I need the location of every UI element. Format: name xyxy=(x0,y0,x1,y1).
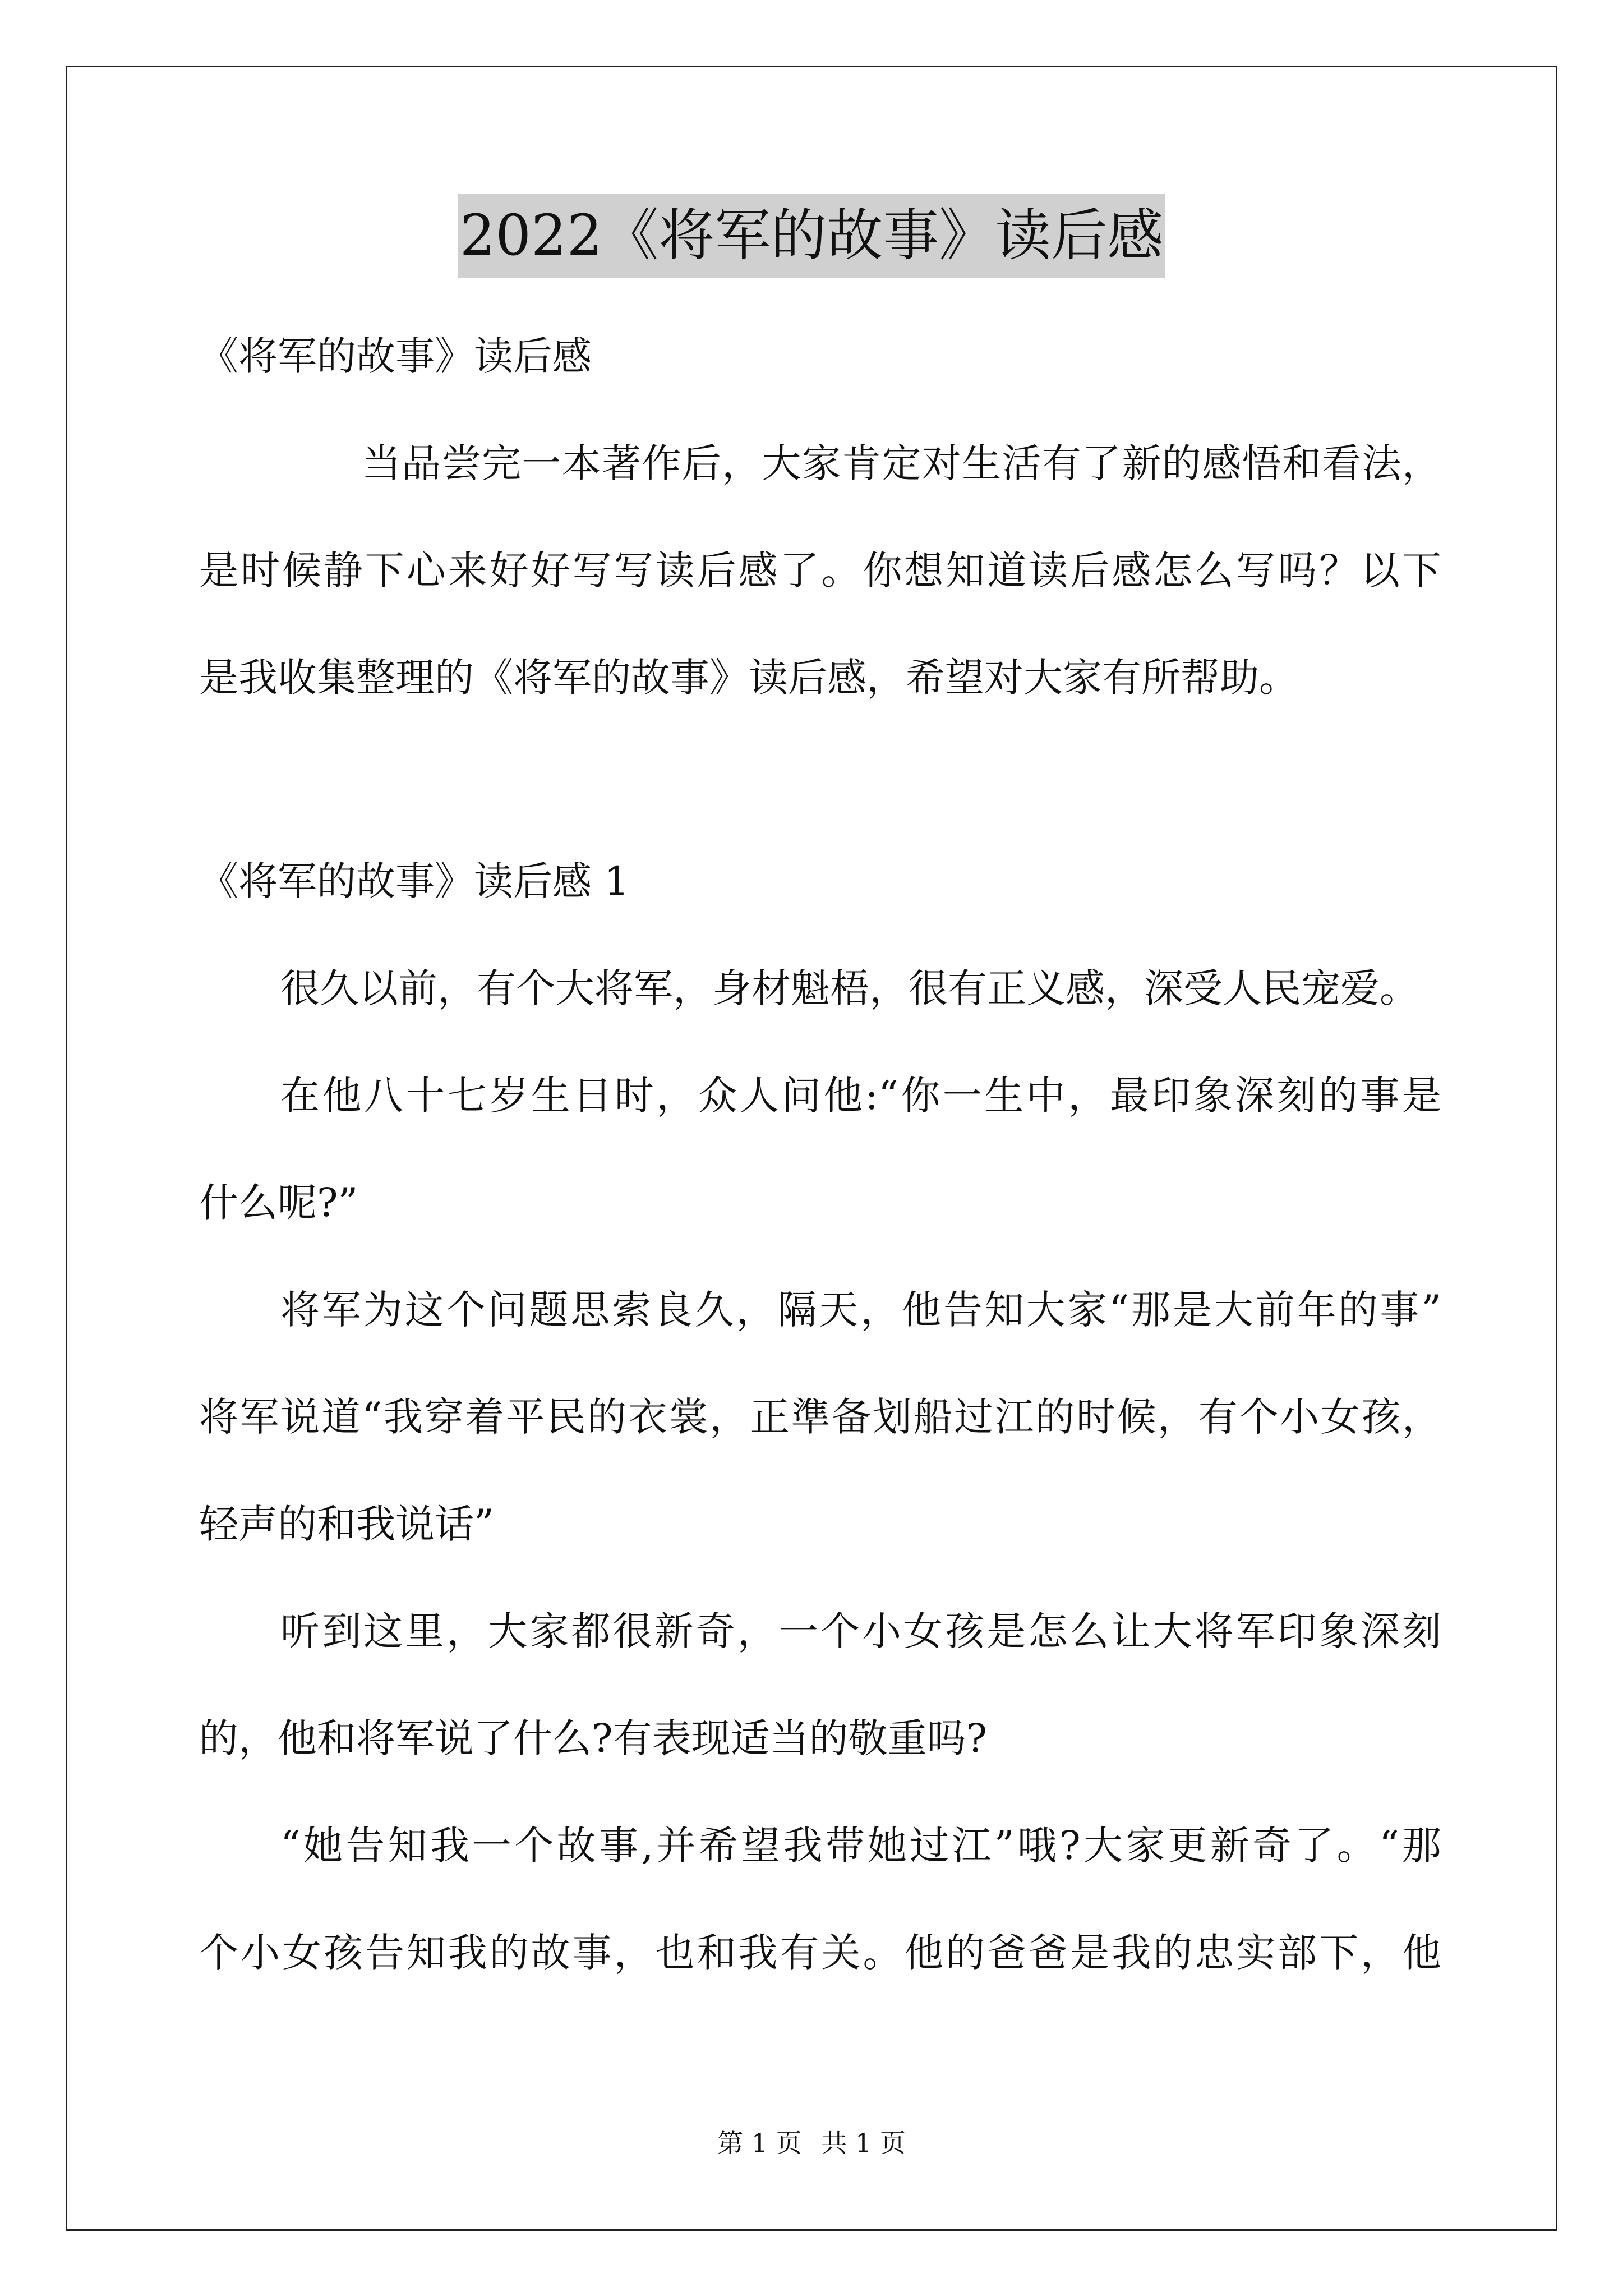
paragraph-2-line-2: 什么呢?” xyxy=(199,1180,358,1226)
document-body xyxy=(199,303,1441,2007)
section-heading: 《将军的故事》读后感 1 xyxy=(199,858,629,904)
paragraph-3-line-3: 轻声的和我说话” xyxy=(199,1501,494,1547)
paragraph-4-line-2: 的，他和将军说了什么?有表现适当的敬重吗? xyxy=(199,1715,988,1761)
page-footer xyxy=(0,2126,1623,2160)
intro-line-2: 是时候静下心来好好写写读后感了。你想知道读后感怎么写吗？以下 xyxy=(199,547,1441,593)
page-total: 共 1 页 xyxy=(821,2128,906,2158)
paragraph-5-line-1: “她告知我一个故事,并希望我带她过江”哦?大家更新奇了。“那 xyxy=(280,1823,1441,1869)
paragraph-4-line-1: 听到这里，大家都很新奇，一个小女孩是怎么让大将军印象深刻 xyxy=(280,1608,1441,1654)
intro-line-1: 当品尝完一本著作后，大家肯定对生活有了新的感悟和看法， xyxy=(362,440,1441,486)
paragraph-1: 很久以前，有个大将军，身材魁梧，很有正义感，深受人民宠爱。 xyxy=(280,965,1419,1011)
paragraph-5-line-2: 个小女孩告知我的故事，也和我有关。他的爸爸是我的忠实部下，他 xyxy=(199,1930,1441,1976)
intro-line-3: 是我收集整理的《将军的故事》读后感，希望对大家有所帮助。 xyxy=(199,655,1298,701)
paragraph-3-line-2: 将军说道“我穿着平民的衣裳，正準备划船过江的时候，有个小女孩， xyxy=(199,1394,1441,1440)
subtitle: 《将军的故事》读后感 xyxy=(199,333,592,379)
title-block xyxy=(0,194,1623,278)
page-number: 第 1 页 xyxy=(717,2128,802,2158)
document-title: 2022《将军的故事》读后感 xyxy=(458,194,1166,278)
paragraph-3-line-1: 将军为这个问题思索良久，隔天，他告知大家“那是大前年的事” xyxy=(280,1287,1441,1333)
section-gap xyxy=(199,731,1441,828)
paragraph-2-line-1: 在他八十七岁生日时，众人问他:“你一生中，最印象深刻的事是 xyxy=(280,1073,1441,1119)
